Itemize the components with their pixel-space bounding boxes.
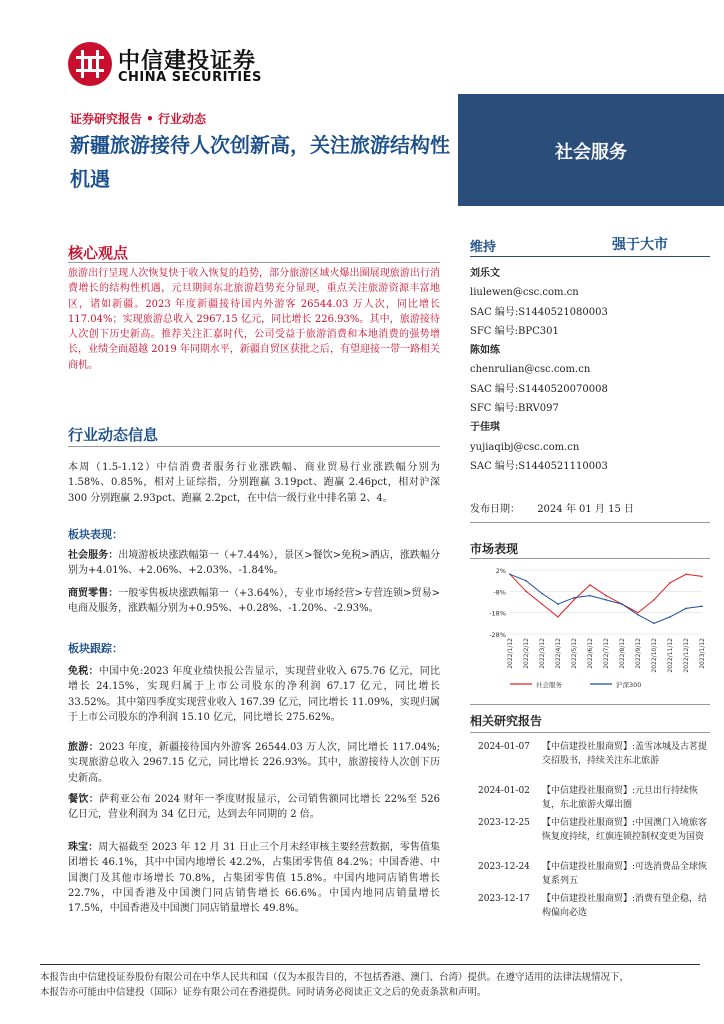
legend-label: 沪深300 [616, 681, 642, 689]
related-title[interactable]: 【中信建投社服商贸】:中国澳门入境旅客恢复度持续，红旗连锁控制权变更为国资 [542, 818, 708, 842]
x-tick-label: 2022/11/12 [667, 638, 674, 673]
y-tick-label: -28% [489, 631, 506, 639]
track-text: 2023 年度，新疆接待国内外游客 26544.03 万人次，同比增长 117.04%;实现旅游总收入 2967.15 亿元，同比增长 226.93%。其中，旅游接待人次创下历史新高。 [68, 742, 440, 784]
divider [470, 558, 710, 559]
data-point [605, 599, 607, 601]
track-tourism [68, 740, 440, 786]
data-point [509, 573, 511, 575]
y-tick-label: -18% [489, 609, 506, 618]
analyst-list [470, 264, 710, 476]
related-report-item[interactable] [470, 784, 710, 812]
x-tick-label: 2022/2/12 [523, 638, 530, 669]
data-point [621, 603, 623, 605]
track-heading: 板块跟踪： [68, 642, 123, 655]
divider [68, 262, 440, 263]
data-point [685, 608, 687, 610]
legend-label: 社会服务 [536, 681, 562, 689]
related-date: 2024-01-02 [478, 786, 530, 796]
data-point [557, 603, 559, 605]
related-date: 2024-01-07 [478, 742, 530, 752]
data-point [701, 605, 703, 607]
data-point [541, 603, 543, 605]
related-title[interactable]: 【中信建投社服商贸】:可选消费品全球恢复系列五 [542, 862, 708, 886]
footer-divider [40, 964, 700, 965]
x-tick-label: 2022/1/12 [507, 638, 514, 669]
board-label: 商贸零售： [68, 588, 119, 599]
track-label: 珠宝： [68, 842, 99, 853]
data-point [637, 614, 639, 616]
board-retail [68, 586, 440, 617]
core-text: 旅游出行呈现人次恢复快于收入恢复的趋势，部分旅游区域火爆出圈展现旅游出行消费增长的结构性机遇，元旦期间东北旅游趋势充分显现，重点关注旅游资源丰富地区，诸如新疆。2023 年度新疆接待国内外游客 26544.03 万人次，同比增长 117.04%；实现旅游总收入 2967.15 亿元，同比增长 226.93%。其中，旅游接待人次创下历史新高。推荐关注汇嘉时代，公司受益于旅游消费和本地消费的强势增长，业绩全面超越 2019 年同期水平，新疆自贸区获批之后，有望迎接一带一路相关商机。 [68, 268, 440, 371]
related-report-item[interactable] [470, 892, 710, 920]
x-tick-label: 2022/5/12 [571, 638, 578, 669]
track-text: 萨莉亚公布 2024 财年一季度财报显示，公司销售额同比增长 22%至 526 亿日元，营业利润为 34 亿日元，达到去年同期的 2 倍。 [68, 794, 440, 821]
market-heading: 市场表现 [470, 542, 519, 556]
data-point [685, 573, 687, 575]
x-tick-label: 2023/1/12 [699, 638, 706, 669]
data-point [637, 612, 639, 614]
track-dutyfree [68, 664, 440, 725]
sector-label: 社会服务 [555, 142, 627, 163]
data-point [605, 595, 607, 597]
y-tick-label: 2% [495, 567, 506, 575]
core-heading: 核心观点 [68, 244, 129, 262]
x-tick-label: 2022/3/12 [539, 638, 546, 669]
related-heading: 相关研究报告 [470, 714, 543, 728]
divider [470, 732, 710, 733]
board-social-service [68, 548, 440, 579]
divider [470, 522, 710, 523]
analyst-email: chenrulian@csc.com.cn [470, 364, 591, 376]
divider [68, 446, 440, 447]
data-point [557, 616, 559, 618]
track-text: 周大福截至 2023 年 12 月 31 日止三个月未经审核主要经营数据，零售值集团增长 46.1%，其中中国内地增长 42.2%，占集团零售值 84.2%；中国香港、中国澳门及其他市场增长 70.8%，占集团零售值 15.8%。中国内地同店销售增长 22.7%，中国香港及中国澳门同店销售增长 66.6%。中国内地同店销量增长 17.5%，中国香港及中国澳门同店销量增长 49.8%。 [68, 842, 441, 915]
track-label: 旅游： [68, 742, 99, 753]
data-point [525, 580, 527, 582]
analyst-sac: SAC 编号:S1440521110003 [470, 460, 608, 472]
data-point [701, 576, 703, 578]
data-point [573, 597, 575, 599]
related-report-item[interactable] [470, 860, 710, 888]
x-tick-label: 2022/7/12 [603, 638, 610, 669]
page-title: 新疆旅游接待人次创新高，关注旅游结构性机遇 [70, 133, 450, 191]
board-heading: 板块表现： [68, 528, 123, 541]
analyst-sac: SAC 编号:S1440520070008 [470, 383, 608, 395]
x-tick-label: 2022/9/12 [635, 638, 642, 669]
data-point [589, 584, 591, 586]
data-point [525, 591, 527, 593]
logo-text-en: CHINA SECURITIES [118, 70, 262, 85]
publish-date [470, 500, 634, 515]
divider [470, 256, 710, 257]
track-label: 免税： [68, 666, 99, 677]
publish-date-label: 发布日期： [470, 504, 520, 515]
data-point [669, 582, 671, 584]
data-point [653, 623, 655, 625]
data-point [669, 616, 671, 618]
board-label: 社会服务： [68, 550, 119, 561]
x-tick-label: 2022/6/12 [587, 638, 594, 669]
x-tick-label: 2022/4/12 [555, 638, 562, 669]
board-text: 出境游板块涨跌幅第一（+7.44%），景区>餐饮>免税>酒店，涨跌幅分别为+4.01%、+2.06%、+2.03%、-1.84%。 [68, 550, 441, 577]
data-point [653, 599, 655, 601]
publish-date-value: 2024 年 01 月 15 日 [537, 504, 634, 515]
report-type: 证券研究报告 • 行业动态 [70, 112, 207, 126]
footer-line: 本报告亦可能由中信建投（国际）证券有限公司在香港提供。同时请务必阅读正文之后的免责条款和声明。 [40, 987, 487, 998]
logo-text-cn: 中信建投证券 [118, 49, 257, 74]
related-title[interactable]: 【中信建投社服商贸】:消费有望企稳，结构偏向必选 [542, 894, 708, 918]
related-title[interactable]: 【中信建投社服商贸】:元旦出行持续恢复，东北旅游火爆出圈 [542, 786, 699, 810]
rating-value: 强于大市 [612, 237, 668, 253]
rating-label: 维持 [470, 240, 497, 255]
data-point [589, 595, 591, 597]
analyst-email: yujiaqibj@csc.com.cn [470, 441, 580, 453]
analyst-sac: SAC 编号:S1440521080003 [470, 306, 608, 318]
industry-intro: 本周（1.5-1.12）中信消费者服务行业涨跌幅、商业贸易行业涨跌幅分别为 1.58%、0.85%，相对上证综指，分别跑赢 3.19pct、跑赢 2.46pct，相对沪深 300 分别跑赢 2.93pct、跑赢 2.2pct，在中信一级行业中排名第 2、4。 [68, 462, 440, 504]
analyst-sfc: SFC 编号:BRV097 [470, 403, 559, 415]
board-text: 一般零售板块涨跌幅第一（+3.64%），专业市场经营>专营连锁>贸易>电商及服务，涨跌幅分别为+0.95%、+0.28%、-1.20%、-2.93%。 [68, 588, 441, 615]
x-tick-label: 2022/10/12 [651, 638, 658, 673]
data-point [541, 593, 543, 595]
x-tick-label: 2022/12/12 [683, 638, 690, 673]
analyst-name: 于佳琪 [470, 422, 500, 434]
analyst-name: 陈如练 [470, 345, 500, 357]
divider [470, 704, 710, 705]
track-label: 餐饮： [68, 794, 100, 805]
related-date: 2023-12-24 [478, 862, 530, 872]
footer-line: 本报告由中信建投证券股份有限公司在中华人民共和国（仅为本报告目的，不包括香港、澳门、台湾）提供。在遵守适用的法律法规情况下， [40, 972, 630, 983]
y-tick-label: -8% [493, 588, 506, 597]
industry-heading: 行业动态信息 [68, 426, 159, 444]
analyst-email: liulewen@csc.com.cn [470, 287, 579, 299]
market-chart [470, 560, 710, 692]
footer-disclaimer [40, 970, 700, 1000]
related-date: 2023-12-17 [478, 894, 530, 904]
analyst-name: 刘乐文 [470, 268, 500, 279]
related-date: 2023-12-25 [478, 818, 530, 828]
track-jewelry [68, 840, 440, 916]
track-catering [68, 792, 440, 823]
x-tick-label: 2022/8/12 [619, 638, 626, 669]
related-title[interactable]: 【中信建投社服商贸】:盖雪冰城及古茗提交招股书，持续关注东北旅游 [542, 742, 708, 766]
related-report-item[interactable] [470, 816, 710, 856]
track-text: 中国中免:2023 年度业绩快报公告显示，实现营业收入 675.76 亿元，同比增长 24.15%，实现归属于上市公司股东的净利润 67.17 亿元，同比增长 33.52%。其中第四季度实现营业收入 167.39 亿元，同比增长 11.09%，实现归属于上市公司股东的净利润 15.10 亿元，同比增长 275.62%。 [68, 666, 440, 723]
company-logo-icon [68, 42, 112, 86]
data-point [573, 599, 575, 601]
analyst-sfc: SFC 编号:BPC301 [470, 325, 559, 337]
related-report-item[interactable] [470, 740, 710, 780]
